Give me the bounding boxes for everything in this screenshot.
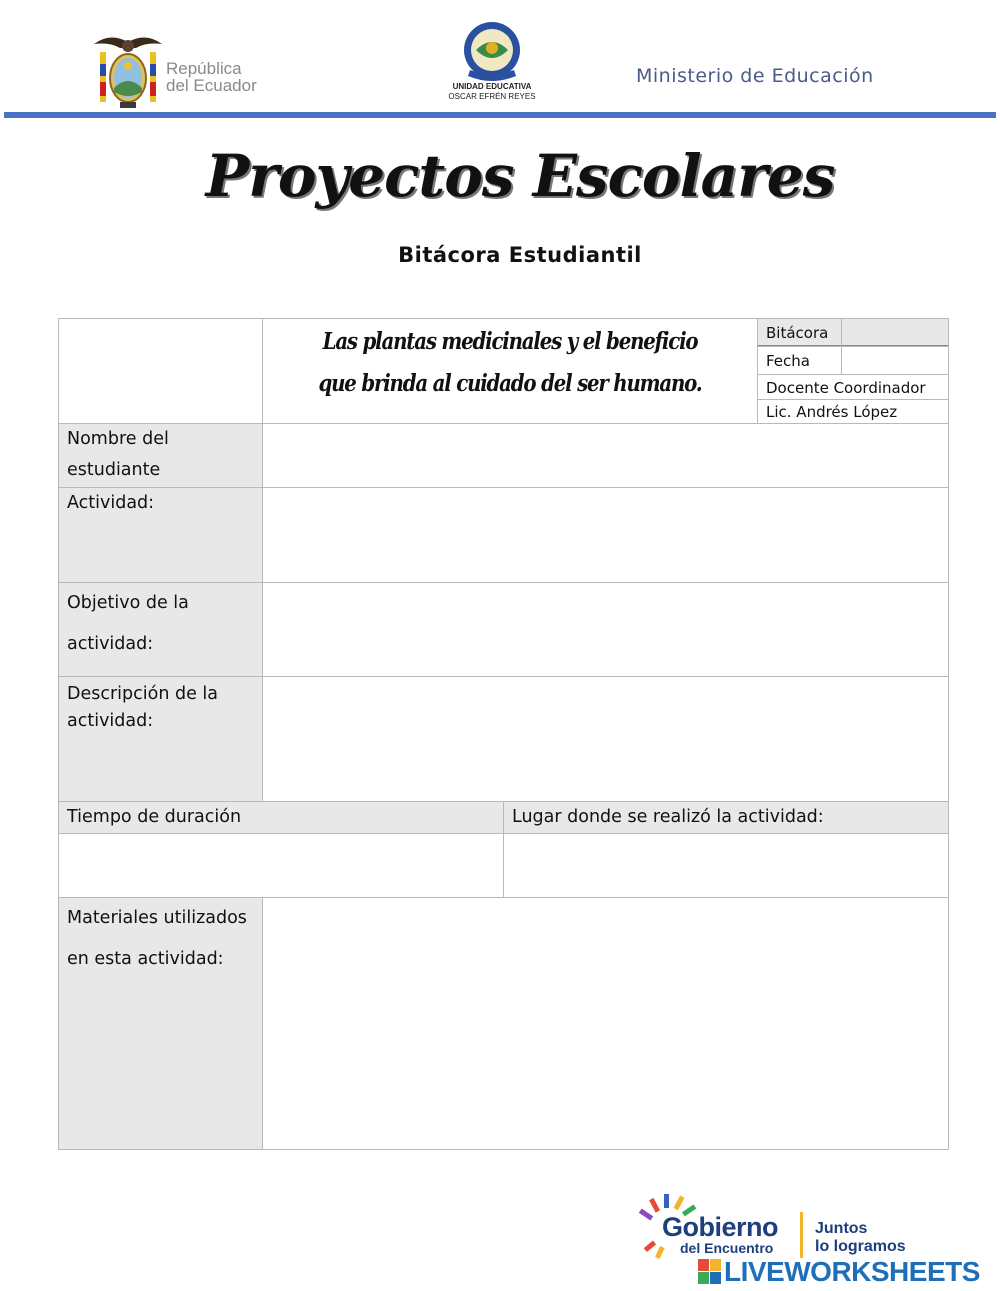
tiempo-field[interactable] [58, 833, 504, 898]
header-rule [4, 112, 996, 118]
docente-label: Docente Coordinador [757, 374, 949, 400]
encuentro-text: del Encuentro [680, 1240, 774, 1256]
actividad-label: Actividad: [58, 487, 263, 583]
materiales-field[interactable] [262, 897, 949, 1150]
project-topic: Las plantas medicinales y el beneficio que brinda al cuidado del ser humano. [318, 328, 702, 397]
gobierno-text: Gobierno [662, 1212, 778, 1242]
republic-line-1: República [166, 59, 242, 78]
ecuador-coat-of-arms-icon [90, 30, 166, 112]
nombre-field[interactable] [262, 423, 949, 488]
bitacora-label: Bitácora [757, 318, 842, 347]
juntos-line-2: lo logramos [815, 1238, 906, 1255]
objetivo-label: Objetivo de la actividad: [58, 582, 263, 677]
actividad-field[interactable] [262, 487, 949, 583]
school-line-2: OSCAR EFRÉN REYES [448, 92, 536, 101]
school-line-1: UNIDAD EDUCATIVA [452, 82, 532, 91]
lugar-field[interactable] [503, 833, 949, 898]
juntos-text [815, 1220, 906, 1256]
republic-ecuador-text [166, 60, 257, 94]
fecha-field[interactable] [841, 346, 949, 375]
liveworksheets-logo-icon [698, 1259, 722, 1285]
descripcion-field[interactable] [262, 676, 949, 802]
republic-line-2: del Ecuador [166, 76, 257, 95]
lugar-label: Lugar donde se realizó la actividad: [503, 801, 949, 834]
tiempo-label: Tiempo de duración [58, 801, 504, 834]
descripcion-label: Descripción de la actividad: [58, 676, 263, 802]
logo-cell [58, 318, 263, 424]
topic-cell [262, 318, 758, 424]
docente-name: Lic. Andrés López [757, 399, 949, 424]
liveworksheets-text: LIVEWORKSHEETS [724, 1256, 980, 1287]
materiales-label: Materiales utilizados en esta actividad: [58, 897, 263, 1150]
ministry-name: Ministerio de Educación [636, 65, 874, 87]
school-caption [440, 82, 544, 102]
fecha-label: Fecha [757, 346, 842, 375]
school-emblem-icon [454, 20, 530, 84]
juntos-line-1: Juntos [815, 1220, 868, 1237]
nombre-label: Nombre del estudiante [58, 423, 263, 488]
page-title: Proyectos Escolares [205, 142, 835, 210]
page-subtitle: Bitácora Estudiantil [398, 243, 642, 267]
footer-divider [800, 1212, 803, 1258]
bitacora-field[interactable] [841, 318, 949, 347]
objetivo-field[interactable] [262, 582, 949, 677]
